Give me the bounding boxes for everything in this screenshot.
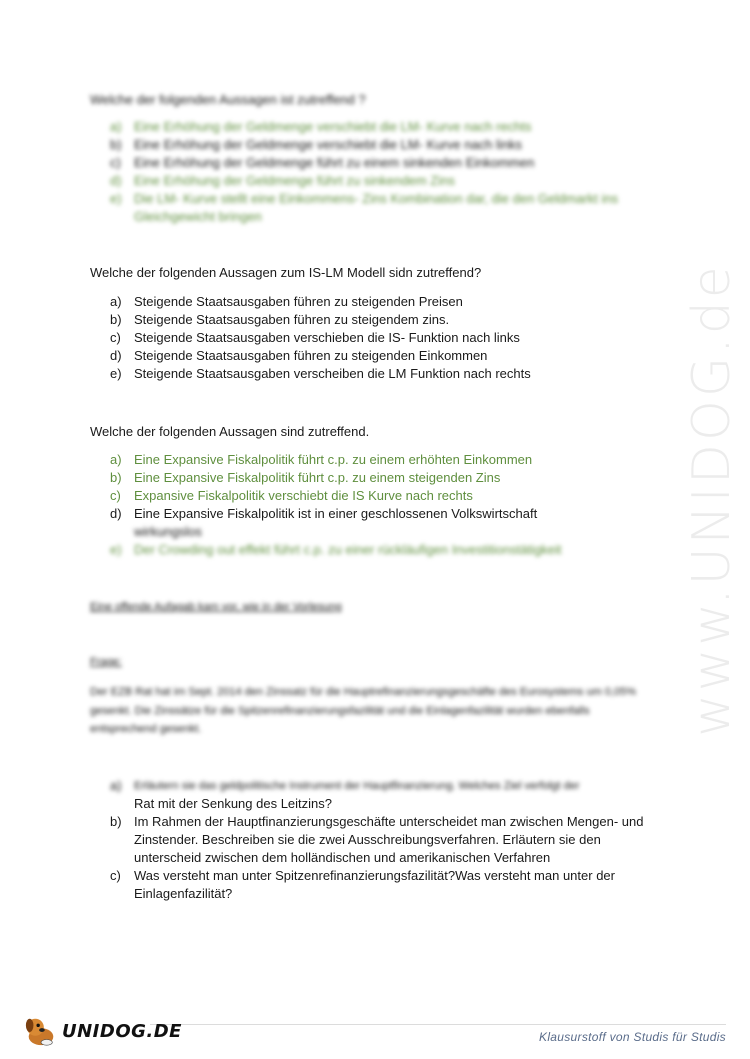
task-item (110, 867, 658, 903)
answer-item (110, 505, 650, 523)
answer-item (110, 154, 650, 172)
question-2-heading: Welche der folgenden Aussagen zum IS-LM Modell sidn zutreffend? (90, 265, 482, 280)
answer-letter: c) (110, 488, 121, 503)
watermark: www.UNIDOG.de (682, 263, 742, 737)
answer-letter: e) (110, 366, 122, 381)
answer-letter: a) (110, 119, 122, 134)
answer-text: Die LM- Kurve stellt eine Einkommens- Zins Kombination dar, die den Geldmarkt ins Gleichgewicht bringen (134, 191, 619, 224)
answer-text: Eine Erhöhung der Geldmenge verschiebt die LM- Kurve nach rechts (134, 119, 532, 134)
answer-item (110, 293, 650, 311)
task-text-blurred: Erläutern sie das geldpolitische Instrument der Hauptfinanzierung. Welches Ziel verfolgt der (134, 780, 580, 792)
answer-text: Steigende Staatsausgaben führen zu steigenden Preisen (134, 294, 463, 309)
task-letter: b) (110, 814, 122, 829)
task-text: Im Rahmen der Hauptfinanzierungsgeschäfte unterscheidet man zwischen Mengen- und Zinstender. Beschreiben sie die zwei Ausschreibungsverfahren. Erläutern sie den unterscheid zwischen dem holländischen und amerikanischen Verfahren (134, 814, 644, 865)
dog-logo-icon (22, 1014, 60, 1048)
answer-letter: c) (110, 155, 121, 170)
answer-letter: a) (110, 452, 122, 467)
answer-item (110, 469, 650, 487)
answer-text: Steigende Staatsausgaben verschieben die IS- Funktion nach links (134, 330, 520, 345)
open-task-label: Frage: (90, 656, 122, 668)
answer-item (110, 487, 650, 505)
answer-text: Eine Erhöhung der Geldmenge verschiebt die LM- Kurve nach links (134, 137, 523, 152)
task-item (110, 813, 658, 867)
question-1-answers (110, 118, 650, 226)
answer-letter: d) (110, 348, 122, 363)
answer-text: Der Crowding out effekt führt c.p. zu einer rückläufigen Investitionstätigkeit (134, 542, 562, 557)
answer-item (110, 172, 650, 190)
answer-item (110, 190, 650, 226)
question-3-answers (110, 451, 650, 559)
answer-item (110, 329, 650, 347)
answer-text: Steigende Staatsausgaben führen zu steigendem zins. (134, 312, 450, 327)
answer-item (110, 347, 650, 365)
answer-letter: c) (110, 330, 121, 345)
footer-tagline: Klausurstoff von Studis für Studis (539, 1030, 726, 1044)
footer-divider (150, 1024, 726, 1025)
answer-item (110, 523, 650, 541)
answer-letter: e) (110, 542, 122, 557)
answer-item (110, 311, 650, 329)
answer-item (110, 118, 650, 136)
answer-text: Eine Expansive Fiskalpolitik führt c.p. zu einem erhöhten Einkommen (134, 452, 533, 467)
open-task-heading: Eine offende Aufagab kam vor, wie in der Vorlesung (90, 601, 342, 613)
answer-letter: d) (110, 506, 122, 521)
open-task-intro: Der EZB Rat hat im Sept. 2014 den Zinssatz für die Hauptrefinanzierungsgeschäfte des Eurosystems um 0,05% gesenkt. Die Zinssätze für die Spitzenrefinanzierungsfazilität und die Einlagenfazilität wurden ebenfalls entsprechend gesenkt. (90, 686, 636, 735)
task-item (110, 777, 658, 813)
answer-letter: e) (110, 191, 122, 206)
answer-text: Steigende Staatsausgaben führen zu steigenden Einkommen (134, 348, 488, 363)
task-letter: c) (110, 868, 121, 883)
answer-text: Expansive Fiskalpolitik verschiebt die IS Kurve nach rechts (134, 488, 473, 503)
question-1-heading: Welche der folgenden Aussagen ist zutreffend ? (90, 92, 366, 107)
footer-logo[interactable] (22, 1014, 182, 1048)
answer-item (110, 451, 650, 469)
question-3-heading: Welche der folgenden Aussagen sind zutreffend. (90, 424, 370, 439)
answer-letter: b) (110, 470, 122, 485)
answer-letter: a) (110, 294, 122, 309)
answer-item (110, 541, 650, 559)
task-text: Was versteht man unter Spitzenrefinanzierungsfazilität?Was versteht man unter der Einlagenfazilität? (134, 868, 615, 901)
open-task-items (110, 777, 658, 903)
answer-text: wirkungslos (134, 524, 202, 539)
answer-text: Eine Expansive Fiskalpolitik ist in einer geschlossenen Volkswirtschaft (134, 506, 538, 521)
answer-item (110, 365, 650, 383)
brand-name: UNIDOG.DE (62, 1020, 182, 1042)
task-text-clear: Rat mit der Senkung des Leitzins? (134, 796, 332, 811)
answer-text: Eine Erhöhung der Geldmenge führt zu sinkendem Zins (134, 173, 455, 188)
answer-item (110, 136, 650, 154)
answer-letter: b) (110, 312, 122, 327)
question-2-answers (110, 293, 650, 383)
answer-letter (110, 523, 134, 541)
task-text (134, 777, 658, 813)
answer-text: Steigende Staatsausgaben verscheiben die LM Funktion nach rechts (134, 366, 531, 381)
answer-letter: b) (110, 137, 122, 152)
task-letter: a) (110, 778, 122, 793)
answer-text: Eine Expansive Fiskalpolitik führt c.p. zu einem steigenden Zins (134, 470, 501, 485)
answer-letter: d) (110, 173, 122, 188)
answer-text: Eine Erhöhung der Geldmenge führt zu einem sinkenden Einkommen (134, 155, 535, 170)
